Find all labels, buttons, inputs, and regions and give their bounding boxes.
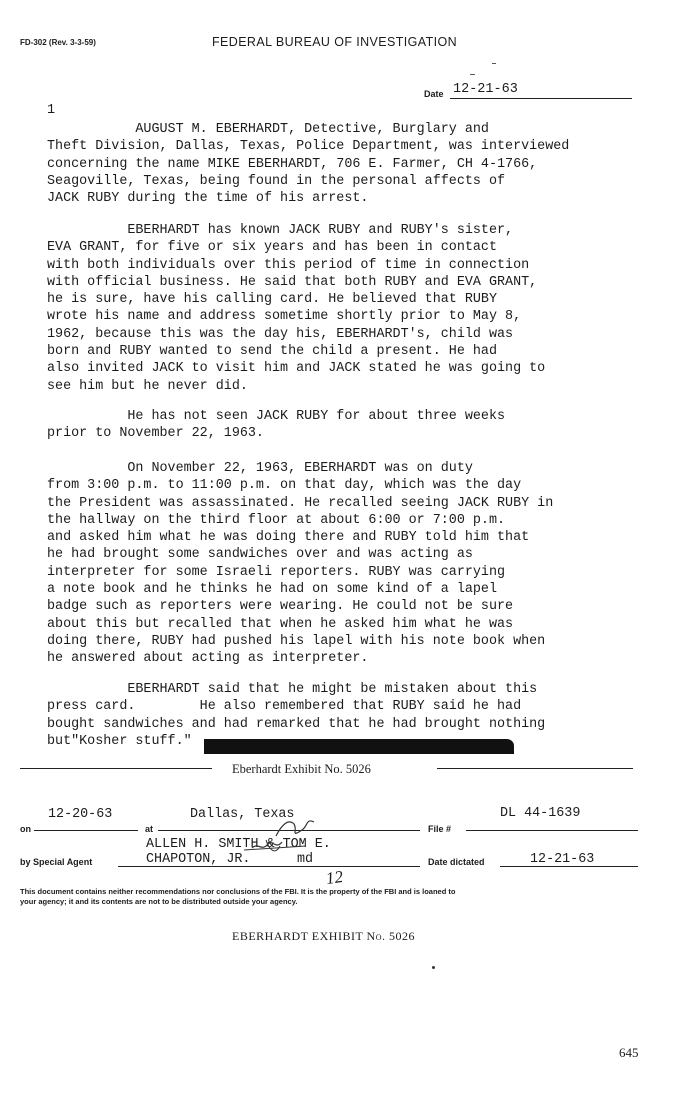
text-line: wrote his name and address sometime shortly prior to May 8, bbox=[47, 309, 522, 325]
text-line: He has not seen JACK RUBY for about three weeks bbox=[47, 409, 506, 424]
text-line: EBERHARDT has known JACK RUBY and RUBY's sister, bbox=[47, 223, 514, 238]
text-line: press card. He also remembered that RUBY said he had bbox=[47, 699, 522, 715]
redaction-bar bbox=[204, 739, 514, 754]
file-underline bbox=[466, 830, 638, 831]
text-line: interpreter for some Israeli reporters. RUBY was carrying bbox=[47, 564, 506, 580]
text-line: concerning the name MIKE EBERHARDT, 706 E. Farmer, CH 4-1766, bbox=[47, 156, 538, 172]
text-line: Theft Division, Dallas, Texas, Police Department, was interviewed bbox=[47, 139, 570, 155]
text-line: born and RUBY wanted to send the child a present. He had bbox=[47, 344, 497, 360]
file-value: DL 44-1639 bbox=[500, 806, 581, 821]
speck bbox=[432, 966, 435, 969]
exhibit-caption: EBERHARDT EXHIBIT No. 5026 bbox=[232, 929, 415, 943]
text-line: doing there, RUBY had pushed his lapel with his note book when bbox=[47, 633, 546, 649]
date-underline bbox=[450, 98, 632, 99]
on-value: 12-20-63 bbox=[48, 807, 113, 822]
disclaimer-line-2: your agency; it and its contents are not to be distributed outside your agency. bbox=[20, 897, 298, 906]
dictated-underline bbox=[500, 866, 638, 867]
agent-initials: md bbox=[297, 852, 314, 867]
text-line: and asked him what he was doing there and RUBY told him that bbox=[47, 530, 530, 546]
text-line: On November 22, 1963, EBERHARDT was on duty bbox=[47, 461, 473, 476]
text-line: also invited JACK to visit him and JACK stated he was going to bbox=[47, 361, 546, 377]
agency-title: FEDERAL BUREAU OF INVESTIGATION bbox=[212, 35, 458, 49]
file-label: File # bbox=[428, 824, 452, 834]
text-line: the hallway on the third floor at about 6:00 or 7:00 p.m. bbox=[47, 512, 506, 528]
signature-scribble bbox=[236, 806, 356, 856]
text-line: prior to November 22, 1963. bbox=[47, 426, 264, 442]
text-line: a note book and he thinks he had on some kind of a lapel bbox=[47, 582, 497, 598]
text-line: with official business. He said that both RUBY and EVA GRANT, bbox=[47, 274, 538, 290]
paragraph-3 bbox=[47, 408, 647, 443]
text-line: the President was assassinated. He recalled seeing JACK RUBY in bbox=[47, 495, 554, 511]
dictated-label: Date dictated bbox=[428, 857, 485, 867]
text-line: JACK RUBY during the time of his arrest. bbox=[47, 191, 369, 207]
text-line: but"Kosher stuff." bbox=[47, 733, 192, 749]
text-line: about this but recalled that when he asked him what he was bbox=[47, 616, 514, 632]
text-line: 1962, because this was the day his, EBERHARDT's, child was bbox=[47, 326, 514, 342]
text-line: AUGUST M. EBERHARDT, Detective, Burglary and bbox=[47, 122, 489, 137]
text-line: badge such as reporters were wearing. He could not be sure bbox=[47, 599, 514, 615]
paragraph-4 bbox=[47, 460, 647, 668]
disclaimer-line-1: This document contains neither recommendations nor conclusions of the FBI. It is the property of the FBI and is loaned to bbox=[20, 887, 456, 896]
paragraph-2 bbox=[47, 222, 647, 395]
text-line: from 3:00 p.m. to 11:00 p.m. on that day, which was the day bbox=[47, 478, 522, 494]
agent-line-2: CHAPOTON, JR. bbox=[146, 852, 251, 867]
at-value: Dallas, Texas bbox=[190, 807, 295, 822]
text-line: see him but he never did. bbox=[47, 378, 248, 394]
agent-line-1: ALLEN H. SMITH & TOM E. bbox=[146, 837, 331, 852]
text-line: he is sure, have his calling card. He believed that RUBY bbox=[47, 292, 497, 308]
at-label: at bbox=[145, 824, 154, 834]
page-number: 645 bbox=[619, 1045, 639, 1060]
speck bbox=[470, 74, 475, 75]
date-value: 12-21-63 bbox=[453, 82, 518, 97]
dictated-value: 12-21-63 bbox=[530, 852, 595, 867]
agent-underline bbox=[118, 866, 420, 867]
on-underline bbox=[34, 830, 138, 831]
form-id: FD-302 (Rev. 3-3-59) bbox=[20, 38, 96, 47]
paragraph-1 bbox=[47, 121, 647, 207]
on-label: on bbox=[20, 824, 31, 834]
text-line: he answered about acting as interpreter. bbox=[47, 651, 369, 667]
text-line: bought sandwiches and had remarked that he had brought nothing bbox=[47, 716, 546, 732]
exhibit-line: Eberhardt Exhibit No. 5026 bbox=[232, 762, 371, 776]
page-marker: 1 bbox=[47, 103, 56, 118]
handwritten-mark: 12 bbox=[324, 866, 345, 889]
text-line: Seagoville, Texas, being found in the personal affects of bbox=[47, 173, 506, 189]
text-line: with both individuals over this period of time in connection bbox=[47, 257, 530, 273]
text-line: EVA GRANT, for five or six years and has been in contact bbox=[47, 240, 497, 256]
text-line: EBERHARDT said that he might be mistaken about this bbox=[47, 682, 538, 697]
exhibit-rule-left bbox=[20, 768, 212, 769]
agent-label: by Special Agent bbox=[20, 857, 93, 867]
date-label: Date bbox=[424, 89, 444, 99]
speck bbox=[492, 63, 496, 64]
text-line: he had brought some sandwiches over and was acting as bbox=[47, 547, 473, 563]
exhibit-rule-right bbox=[437, 768, 633, 769]
